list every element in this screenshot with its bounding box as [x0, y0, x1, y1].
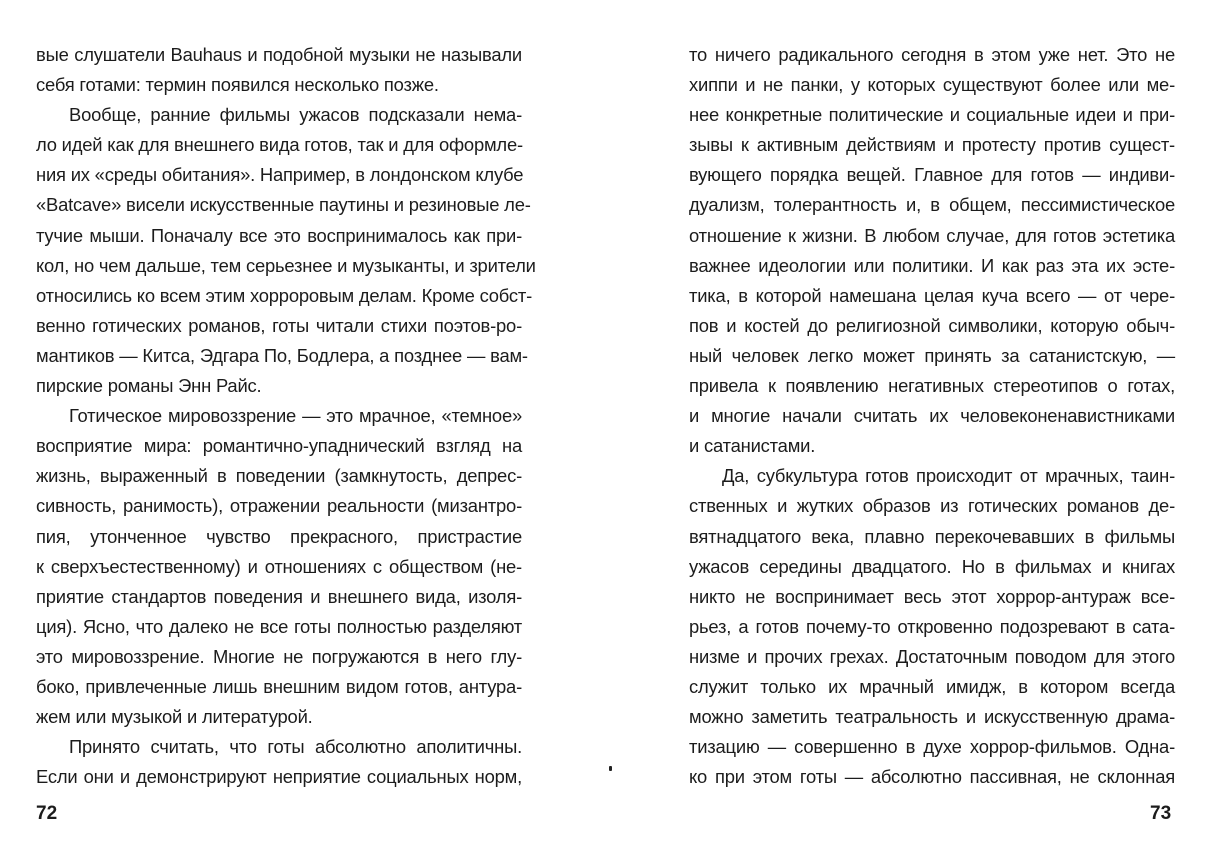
text-line: мантиков — Китса, Эдгара По, Бодлера, а позднее — вам-: [36, 344, 528, 366]
text-line: рьез, а готов почему-то откровенно подозревают в сата-: [689, 615, 1175, 637]
text-line: пов и костей до религиозной символики, которую обыч-: [689, 314, 1175, 336]
text-line: тучие мыши. Поначалу все это воспринималось как при-: [36, 224, 522, 246]
text-line: Да, субкультура готов происходит от мрачных, таин-: [722, 465, 1175, 487]
text-line: дуализм, толерантность и, в общем, пессимистическое: [689, 194, 1175, 216]
text-line: пирские романы Энн Райс.: [36, 375, 262, 397]
text-line: жизнь, выраженный в поведении (замкнутость, депрес-: [36, 465, 522, 487]
text-line: венно готических романов, готы читали стихи поэтов-ро-: [36, 314, 522, 336]
text-line: кол, но чем дальше, тем серьезнее и музыканты, и зрители: [36, 254, 536, 276]
text-line: к сверхъестественному) и отношениях с обществом (не-: [36, 555, 522, 577]
right-page: [689, 40, 1175, 792]
text-line: тизацию — совершенно в духе хоррор-фильмов. Одна-: [689, 736, 1175, 758]
text-line: восприятие мира: романтично-упаднический взгляд на: [36, 435, 522, 457]
text-line: тика, в которой намешана целая куча всего — от чере-: [689, 284, 1175, 306]
text-line: хиппи и не панки, у которых существуют более или ме-: [689, 74, 1175, 96]
text-line: ко при этом готы — абсолютно пассивная, не склонная: [689, 766, 1175, 788]
text-line: ция). Ясно, что далеко не все готы полностью разделяют: [36, 615, 522, 637]
page-number-left: 72: [36, 803, 58, 824]
text-line: ный человек легко может принять за сатанистскую, —: [689, 344, 1175, 366]
text-line: ужасов середины двадцатого. Но в фильмах и книгах: [689, 555, 1175, 577]
text-line: привела к появлению негативных стереотипов о готах,: [689, 375, 1175, 397]
text-line: вые слушатели Bauhaus и подобной музыки не называли: [36, 44, 522, 65]
text-line: низме и прочих грехах. Достаточным поводом для этого: [689, 645, 1175, 667]
text-line: «Batcave» висели искусственные паутины и резиновые ле-: [36, 194, 531, 216]
text-line: это мировоззрение. Многие не погружаются в него глу-: [36, 645, 522, 667]
text-line: боко, привлеченные лишь внешним видом готов, антура-: [36, 675, 522, 697]
text-line: вятнадцатого века, плавно перекочевавших в фильмы: [689, 525, 1175, 547]
text-line: ло идей как для внешнего вида готов, так и для оформле-: [36, 134, 523, 156]
text-line: приятие стандартов поведения и внешнего вида, изоля-: [36, 585, 522, 607]
text-line: зывы к активным действиям и протесту против сущест-: [689, 134, 1175, 156]
text-line: жем или музыкой и литературой.: [36, 706, 313, 728]
text-line: Если они и демонстрируют неприятие социальных норм,: [36, 766, 522, 788]
text-line: и сатанистами.: [689, 435, 816, 457]
text-line: сивность, ранимость), отражении реальности (мизантро-: [36, 495, 522, 517]
page-number-right: 73: [1150, 803, 1172, 824]
print-speck: [609, 766, 612, 771]
text-line: ния их «среды обитания». Например, в лондонском клубе: [36, 164, 524, 186]
text-line: отношение к жизни. В любом случае, для готов эстетика: [689, 224, 1175, 246]
text-line: себя готами: термин появился несколько позже.: [36, 74, 439, 96]
text-line: и многие начали считать их человеконенавистниками: [689, 405, 1175, 427]
text-line: то ничего радикального сегодня в этом уже нет. Это не: [689, 44, 1175, 65]
text-line: можно заметить театральность и искусственную драма-: [689, 706, 1175, 728]
text-line: никто не воспринимает весь этот хоррор-антураж все-: [689, 585, 1175, 607]
left-page: [36, 40, 536, 792]
text-line: Вообще, ранние фильмы ужасов подсказали нема-: [69, 104, 522, 126]
text-line: относились ко всем этим хорроровым делам. Кроме собст-: [36, 284, 533, 306]
text-line: служит только их мрачный имидж, в котором всегда: [689, 675, 1175, 697]
text-line: важнее идеологии или политики. И как раз эта их эсте-: [689, 254, 1175, 276]
text-line: вующего порядка вещей. Главное для готов — индиви-: [689, 164, 1175, 186]
text-line: нее конкретные политические и социальные идеи и при-: [689, 104, 1175, 126]
text-line: Принято считать, что готы абсолютно аполитичны.: [69, 736, 522, 758]
text-line: пия, утонченное чувство прекрасного, пристрастие: [36, 525, 522, 547]
text-line: Готическое мировоззрение — это мрачное, «темное»: [69, 405, 522, 427]
text-line: ственных и жутких образов из готических романов де-: [689, 495, 1175, 517]
